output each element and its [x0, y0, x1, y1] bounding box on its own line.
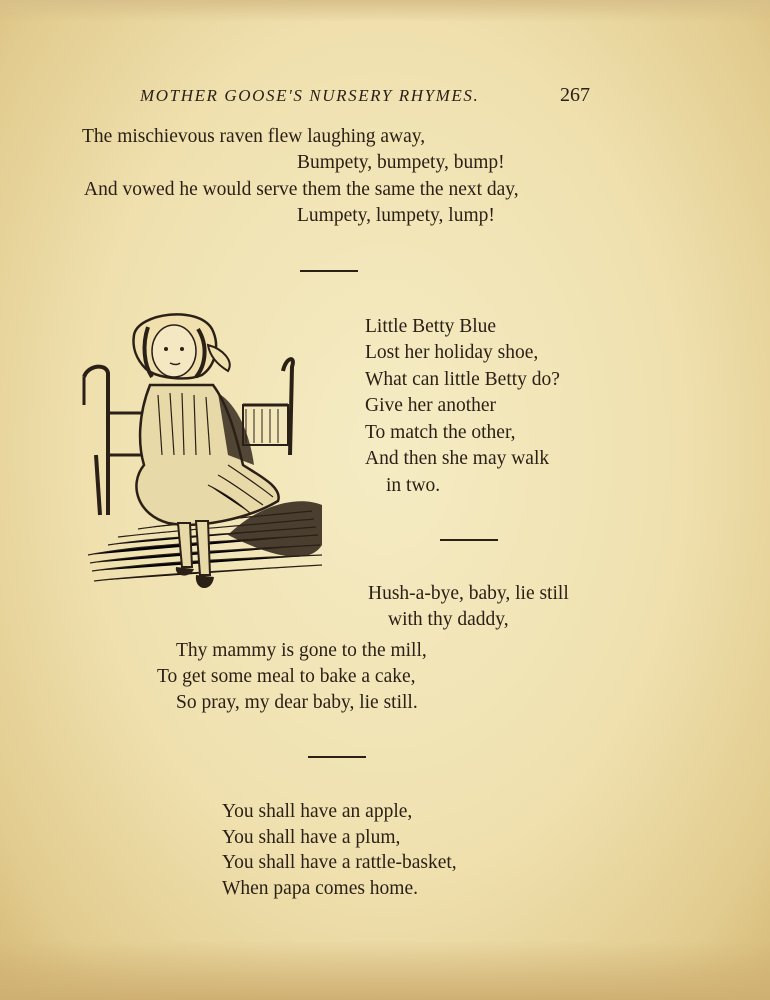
- page-edge-bottom: [0, 940, 770, 1000]
- raven-line-3: And vowed he would serve them the same the next day,: [84, 179, 519, 200]
- betty-line-6: And then she may walk: [365, 448, 550, 469]
- apple-line-4: When papa comes home.: [222, 878, 419, 899]
- page-number: 267: [560, 84, 590, 106]
- raven-line-1: The mischievous raven flew laughing away,: [82, 126, 426, 147]
- page-edge-top: [0, 0, 770, 22]
- section-divider: [308, 756, 366, 758]
- section-divider: [300, 270, 358, 272]
- betty-line-1: Little Betty Blue: [365, 316, 497, 337]
- hush-line-3: Thy mammy is gone to the mill,: [176, 640, 427, 661]
- running-header-title: MOTHER GOOSE'S NURSERY RHYMES.: [140, 86, 480, 105]
- betty-line-7: in two.: [386, 475, 441, 496]
- raven-line-4: Lumpety, lumpety, lump!: [297, 205, 495, 226]
- hush-line-5: So pray, my dear baby, lie still.: [176, 692, 418, 713]
- raven-line-2: Bumpety, bumpety, bump!: [297, 152, 505, 173]
- hush-line-4: To get some meal to bake a cake,: [157, 666, 416, 687]
- betty-line-3: What can little Betty do?: [365, 369, 560, 390]
- girl-on-bench-illustration: [78, 305, 330, 603]
- apple-line-3: You shall have a rattle-basket,: [222, 852, 457, 873]
- section-divider: [440, 539, 498, 541]
- betty-line-2: Lost her holiday shoe,: [365, 342, 539, 363]
- hush-line-2: with thy daddy,: [388, 609, 509, 630]
- betty-line-4: Give her another: [365, 395, 497, 416]
- betty-line-5: To match the other,: [365, 422, 516, 443]
- hush-line-1: Hush-a-bye, baby, lie still: [368, 583, 569, 604]
- apple-line-1: You shall have an apple,: [222, 801, 413, 822]
- apple-line-2: You shall have a plum,: [222, 827, 401, 848]
